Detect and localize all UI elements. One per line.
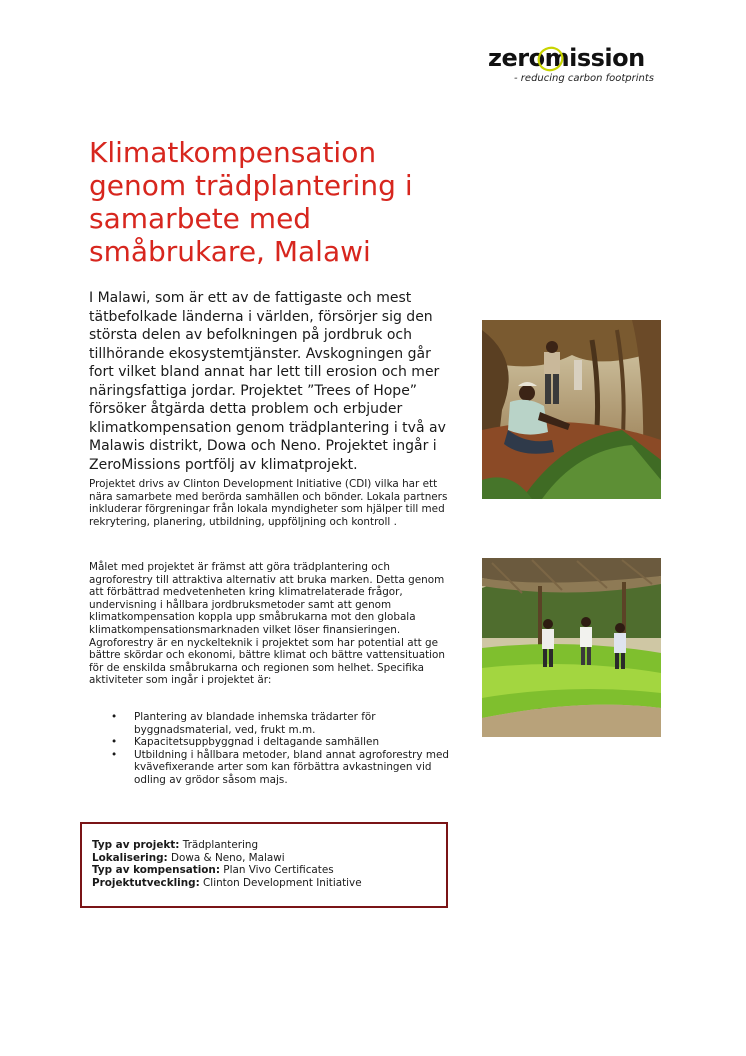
logo-word-o: o <box>528 44 545 72</box>
info-value: Dowa & Neno, Malawi <box>171 851 285 864</box>
info-label: Lokalisering: <box>92 851 168 864</box>
bullet-icon: • <box>111 711 118 723</box>
info-label: Typ av projekt: <box>92 839 180 851</box>
activity-text: Utbildning i hållbara metoder, bland annat agroforestry med kvävefixerande arter som kan förbättra avkastningen vid odling av grödor såsom majs. <box>134 748 449 786</box>
activities-list <box>89 711 449 787</box>
info-row <box>92 877 436 890</box>
info-row <box>92 852 436 865</box>
intro-paragraph: I Malawi, som är ett av de fattigaste och mest tätbefolkade länderna i världen, försörjer sig den största delen av befolkningen på jordbruk och tillhörande ekosystemtjänster. Avskogningen går fort vilket bland annat har lett till erosion och mer näringsfattiga jordar. Projektet ”Trees of Hope” försöker åtgärda detta problem och erbjuder klimatkompensation genom trädplantering i två av Malawis distrikt, Dowa och Neno. Projektet ingår i ZeroMissions portfölj av klimatprojekt. <box>89 290 446 473</box>
page-title: Klimatkompensation genom trädplantering i samarbete med småbrukare, Malawi <box>89 136 413 268</box>
project-info-box <box>80 822 448 908</box>
logo-word-left: zer <box>488 44 529 72</box>
bullet-icon: • <box>111 748 118 761</box>
logo-ring-icon <box>537 45 564 72</box>
info-label: Typ av kompensation: <box>92 864 220 877</box>
info-label: Projektutveckling: <box>92 876 200 889</box>
info-value: Trädplantering <box>182 839 259 851</box>
info-row <box>92 864 436 877</box>
list-item <box>89 711 449 736</box>
project-operator-paragraph: Projektet drivs av Clinton Development Initiative (CDI) vilka har ett nära samarbete med berörda samhällen och bönder. Lokala partners inkluderar förgreningar från lokala myndigheter som hjälper till med rekrytering, planering, utbildning, uppföljning och kontroll . <box>89 478 448 528</box>
activity-text: Plantering av blandade inhemska trädarter för byggnadsmaterial, ved, frukt m.m. <box>134 711 376 736</box>
logo-word-right: mission <box>544 44 645 72</box>
list-item <box>89 749 449 787</box>
info-row <box>92 839 436 852</box>
info-value: Plan Vivo Certificates <box>223 864 334 877</box>
logo-wordmark <box>488 44 645 72</box>
activity-text: Kapacitetsuppbyggnad i deltagande samhällen <box>134 736 380 749</box>
project-goal-paragraph: Målet med projektet är främst att göra trädplantering och agroforestry till attraktiva alternativ att bruka marken. Detta genom att förbättrad medvetenheten kring klimatrelaterade frågor, undervisning i hållbara jordbruksmetoder samt att genom klimatkompensation koppla upp småbrukarna mot den globala klimatkompensationsmarknaden vilket löser finansieringen. Agroforestry är en nyckelteknik i projektet som har potential att ge bättre skördar och ekonomi, bättre klimat och bättre vattensituation för de enskilda småbrukarna och regionen som helhet. Specifika aktiviteter som ingår i projektet är: <box>89 561 445 687</box>
list-item <box>89 736 449 749</box>
photo-tree-nursery <box>482 558 661 737</box>
logo-tagline: - reducing carbon footprints <box>514 73 654 84</box>
photo-farmers-seedlings <box>482 320 661 499</box>
zeromission-logo <box>488 44 660 88</box>
bullet-icon: • <box>111 736 118 749</box>
info-value: Clinton Development Initiative <box>203 876 362 889</box>
